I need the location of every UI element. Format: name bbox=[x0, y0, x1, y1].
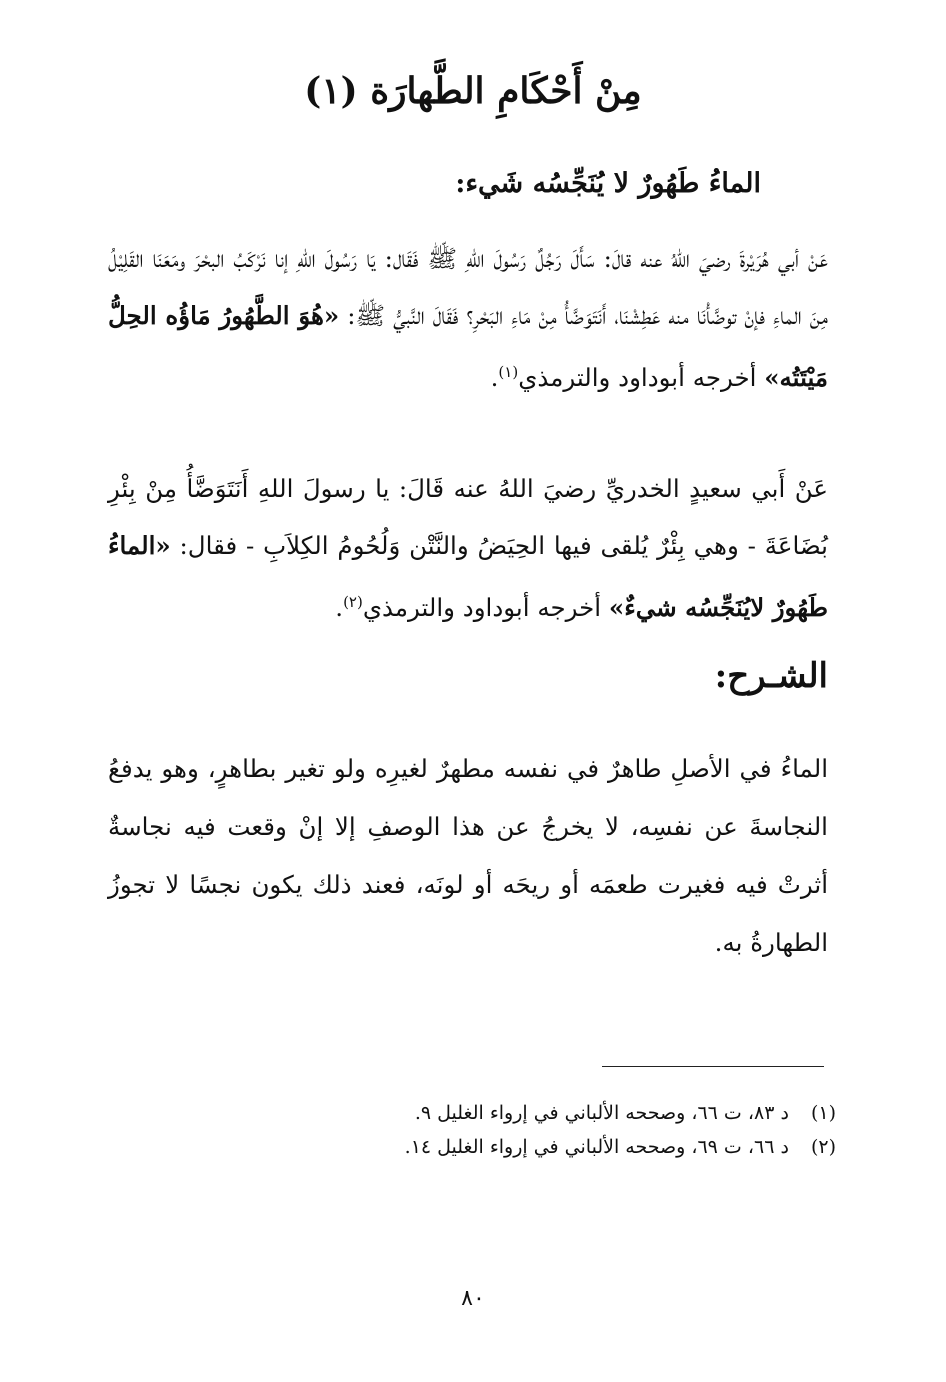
footnote-item bbox=[116, 1096, 836, 1130]
footnote-text: د ٦٦، ت ٦٩، وصححه الألباني في إرواء الغليل ١٤. bbox=[404, 1136, 789, 1158]
explanation-heading: الشـرح: bbox=[714, 656, 828, 696]
page-title: مِنْ أَحْكَامِ الطَّهارَة (١) bbox=[304, 70, 642, 112]
hadith-1-end: . bbox=[490, 363, 499, 393]
footnote-divider bbox=[602, 1066, 824, 1067]
page-number: ٨٠ bbox=[461, 1286, 485, 1311]
hadith-paragraph-2 bbox=[108, 460, 828, 636]
section-subheading: الماءُ طَهُورٌ لا يُنَجِّسُه شَيء: bbox=[455, 168, 761, 199]
footnotes-list bbox=[116, 1096, 836, 1164]
footnote-text: د ٨٣، ت ٦٦، وصححه الألباني في إرواء الغليل ٩. bbox=[414, 1102, 789, 1124]
hadith-1-quote: «هُوَ الطَّهُورُ مَاؤُه الحِلُّ مَيْتَتُه» bbox=[108, 301, 828, 393]
footnote-number: (١) bbox=[810, 1102, 836, 1124]
explanation-paragraph: الماءُ في الأصلِ طاهرٌ في نفسه مطهرٌ لغيرِه ولو تغير بطاهرٍ، وهو يدفعُ النجاسةَ عن نفسِه، لا يخرجُ عن هذا الوصفِ إلا إنْ وقعت فيه نجاسةٌ أثرتْ فيه فغيرت طعمَه أو ريحَه أو لونَه، فعند ذلك يكون نجسًا لا تجوزُ الطهارةُ به. bbox=[108, 754, 828, 957]
hadith-2-source: أخرجه أبوداود والترمذي bbox=[362, 593, 609, 623]
hadith-1-source: أخرجه أبوداود والترمذي bbox=[518, 363, 765, 393]
hadith-2-text: عَنْ أَبي سعيدٍ الخدريِّ رضيَ اللهُ عنه قَالَ: يا رسولَ اللهِ أَنَتَوَضَّأُ مِنْ بِئْرِ بُضَاعَةَ - وهي بِئْرٌ يُلقى فيها الحِيَضُ والنَّتْن وَلُحُومُ الكِلاَبِ - فقال: bbox=[108, 474, 828, 560]
footnote-item bbox=[116, 1130, 836, 1164]
hadith-2-quote: «الماءُ طَهُورٌ لايُنَجِّسُه شيءٌ» bbox=[108, 531, 828, 623]
hadith-1-text: عَنْ أبي هُرَيْرةَ رضيَ اللهُ عنه قالَ: سَأَلَ رَجُلٌ رَسُولَ اللهِ ﷺ فَقَال: يَا رَسُولَ اللهِ إنا نَرْكَبُ البحْرَ ومَعَنَا القَلِيْلُ مِنَ الماءِ فإنْ توضَّأْنَا منه عَطِشْنَا، أَنَتَوَضَّأُ مِنْ مَاءِ البَحْرِ؟ فَقَالَ النَّبيُّ ﷺ: bbox=[108, 244, 829, 330]
hadith-paragraph-1 bbox=[108, 230, 828, 406]
footnote-number: (٢) bbox=[810, 1136, 836, 1158]
footnote-ref-2: (٢) bbox=[343, 593, 363, 611]
hadith-2-end: . bbox=[335, 593, 344, 623]
footnote-ref-1: (١) bbox=[498, 363, 519, 381]
